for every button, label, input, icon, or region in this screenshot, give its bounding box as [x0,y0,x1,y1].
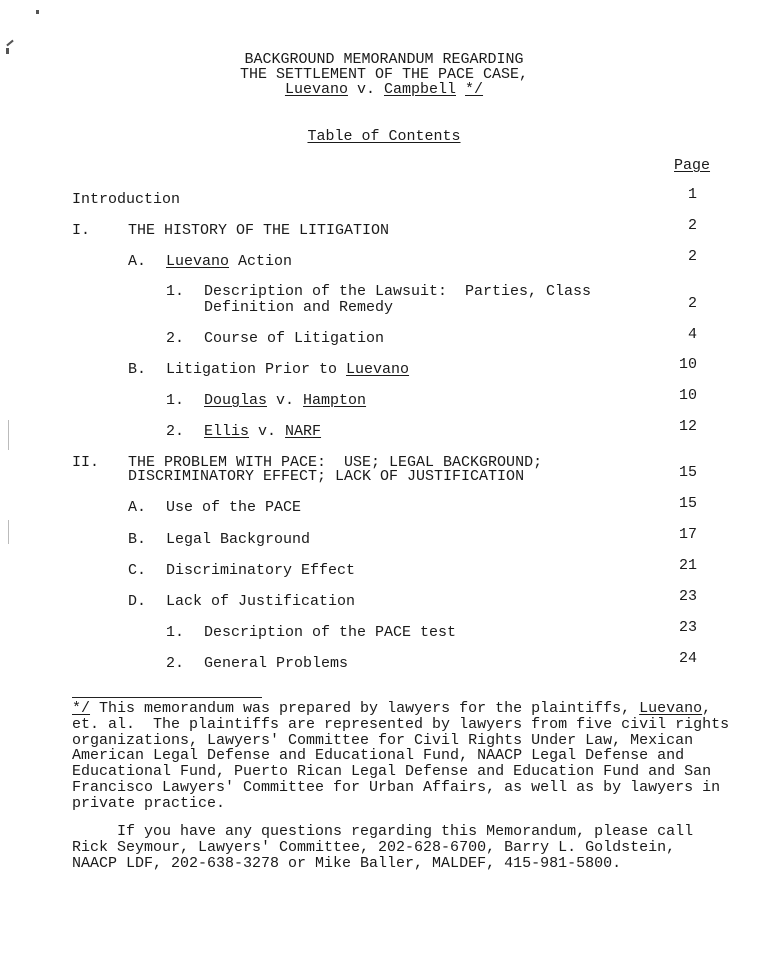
toc-entry-num: 1. [166,283,185,300]
toc-entry-num: D. [128,593,147,610]
toc-entry-label: Introduction [72,191,181,208]
page-column-header: Page [674,157,711,174]
toc-entry-label: Course of Litigation [204,330,385,347]
toc-entry-num: 1. [166,624,185,641]
toc-entry-num: II. [72,454,100,471]
toc-entry-page: 2 [687,217,697,234]
toc-entry-label: Discriminatory Effect [166,562,356,579]
toc-entry-label: Douglas v. Hampton [204,392,367,409]
toc-entry-label: Description of the PACE test [204,624,457,641]
toc-entry-num: 2. [166,423,185,440]
toc-entry-label: Lack of Justification [166,593,356,610]
scan-mark [36,10,39,14]
toc-entry-label: Litigation Prior to Luevano [166,361,410,378]
toc-entry-num: I. [72,222,91,239]
toc-entry-label-cont: DISCRIMINATORY EFFECT; LACK OF JUSTIFICATION [128,468,525,485]
toc-entry-num: A. [128,253,147,270]
toc-entry-label: THE HISTORY OF THE LITIGATION [128,222,390,239]
toc-entry-page: 10 [678,387,697,404]
footnote-marker: */ [465,81,484,98]
toc-entry-label: Description of the Lawsuit: Parties, Class [204,283,592,300]
footnote-marker: */ [72,700,91,717]
toc-entry-label: Use of the PACE [166,499,302,516]
toc-entry-label: Luevano Action [166,253,293,270]
toc-entry-page: 2 [687,295,697,312]
footnote-rule [72,697,262,698]
case-plaintiff: Luevano [284,81,348,98]
toc-entry-page: 10 [678,356,697,373]
contact-paragraph: If you have any questions regarding this Memorandum, please call Rick Seymour, Lawyers' Committee, 202-628-6700, Barry L. Goldstein, NAACP LDF, 202-638-3278 or Mike Baller, MALDEF, 415-981-5800. [72,823,694,872]
toc-entry-num: 2. [166,330,185,347]
toc-entry-page: 2 [687,248,697,265]
toc-entry-page: 23 [678,619,697,636]
memo-title-line-1: BACKGROUND MEMORANDUM REGARDING [244,51,524,68]
toc-entry-label: General Problems [204,655,349,672]
toc-entry-label: THE PROBLEM WITH PACE: USE; LEGAL BACKGROUND; [128,454,543,471]
scan-mark [6,40,13,47]
toc-entry-page: 1 [687,186,697,203]
toc-entry-page: 17 [678,526,697,543]
toc-entry-label: Legal Background [166,531,311,548]
toc-entry-num: C. [128,562,147,579]
toc-entry-num: 1. [166,392,185,409]
toc-entry-page: 24 [678,650,697,667]
toc-title: Table of Contents [307,128,461,145]
scan-mark [8,520,9,544]
memo-title-line-2: THE SETTLEMENT OF THE PACE CASE, [239,66,529,83]
toc-entry-num: 2. [166,655,185,672]
scan-mark [8,420,9,450]
toc-entry-page: 21 [678,557,697,574]
toc-entry-label-cont: Definition and Remedy [204,299,394,316]
toc-entry-page: 15 [678,464,697,481]
toc-entry-num: B. [128,361,147,378]
toc-entry-page: 12 [678,418,697,435]
case-caption [0,82,768,97]
toc-entry-label: Ellis v. NARF [204,423,322,440]
footnote-text: */ This memorandum was prepared by lawyers for the plaintiffs, Luevano, et. al. The plaintiffs are represented by lawyers from five civil rights organizations, Lawyers' Committee for Civil Rights Under Law, Mexican American Legal Defense and Educational Fund, NAACP Legal Defense and Educational Fund, Puerto Rican Legal Defense and Education Fund and San Francisco Lawyers' Committee for Urban Affairs, as well as by lawyers in private practice. [72,700,730,812]
case-defendant: Campbell [383,81,456,98]
toc-entry-page: 23 [678,588,697,605]
toc-entry-page: 4 [687,326,697,343]
toc-entry-page: 15 [678,495,697,512]
toc-entry-num: B. [128,531,147,548]
toc-entry-num: A. [128,499,147,516]
case-v: v. [347,81,384,98]
